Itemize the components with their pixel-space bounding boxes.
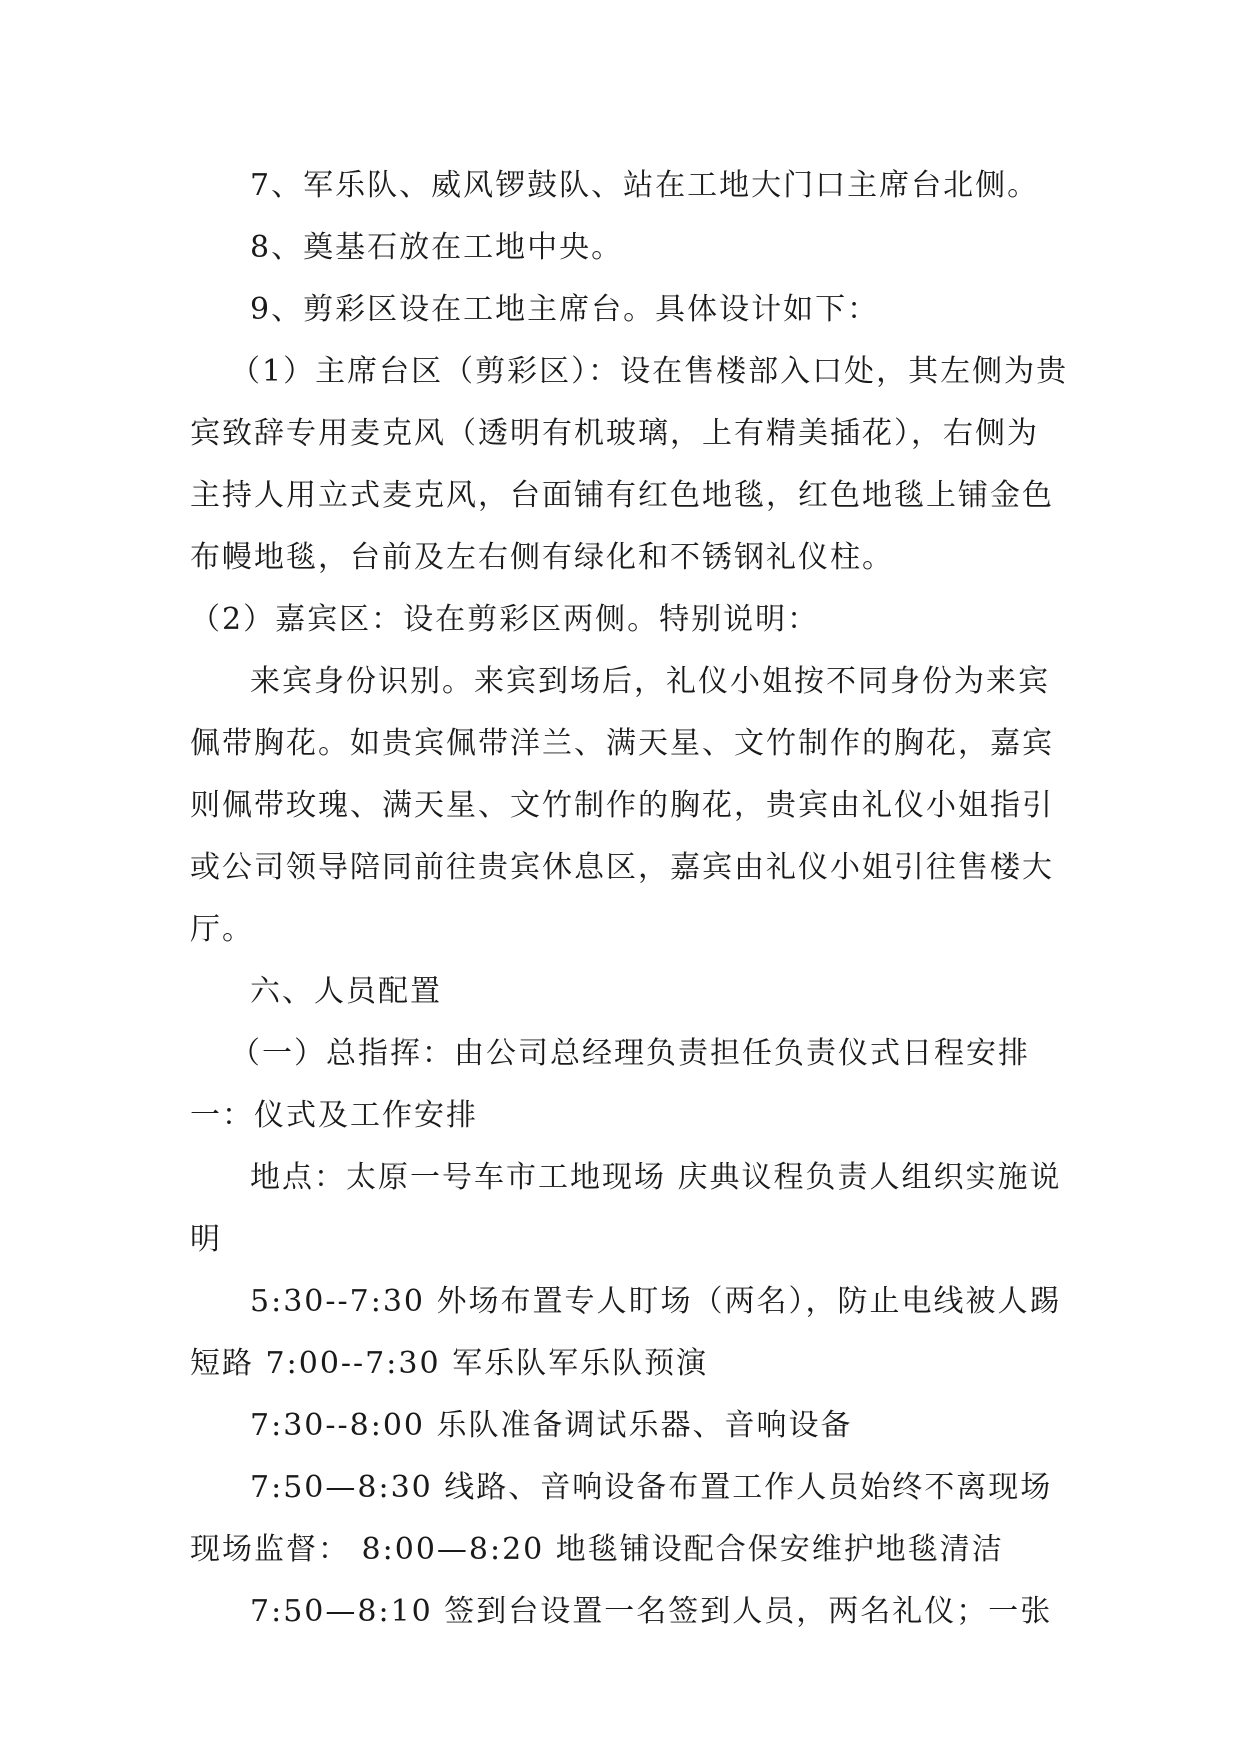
paragraph-band-position: 7、军乐队、威风锣鼓队、站在工地大门口主席台北侧。 [250,168,1040,203]
paragraph-commander: （一）总指挥：由公司总经理负责担任负责仪式日程安排 一：仪式及工作安排 [190,1036,1042,1133]
paragraph-schedule-0750-signin: 7:50—8:10 签到台设置一名签到人员，两名礼仪；一张 [250,1594,1053,1629]
paragraph-foundation-stone: 8、奠基石放在工地中央。 [250,230,624,265]
document-body [190,155,1070,1643]
section-heading-staffing: 六、人员配置 [250,974,442,1009]
paragraph-rostrum-area: （1）主席台区（剪彩区）：设在售楼部入口处，其左侧为贵宾致辞专用麦克风（透明有机玻璃，上有精美插花），右侧为主持人用立式麦克风，台面铺有红色地毯，红色地毯上铺金色布幔地毯，台前及左右侧有绿化和不锈钢礼仪柱。 [190,354,1069,575]
paragraph-schedule-0730: 7:30--8:00 乐队准备调试乐器、音响设备 [250,1408,853,1443]
paragraph-ribbon-area: 9、剪彩区设在工地主席台。具体设计如下： [250,292,880,327]
paragraph-schedule-0750-wiring: 7:50—8:30 线路、音响设备布置工作人员始终不离现场现场监督： 8:00—8:20 地毯铺设配合保安维护地毯清洁 [190,1470,1053,1567]
paragraph-guest-area: （2）嘉宾区：设在剪彩区两侧。特别说明： [190,602,820,637]
paragraph-schedule-0530: 5:30--7:30 外场布置专人盯场（两名），防止电线被人踢短路 7:00--7:30 军乐队军乐队预演 [190,1284,1062,1381]
paragraph-location: 地点：太原一号车市工地现场 庆典议程负责人组织实施说明 [190,1160,1062,1257]
paragraph-guest-identification: 来宾身份识别。来宾到场后，礼仪小姐按不同身份为来宾佩带胸花。如贵宾佩带洋兰、满天星、文竹制作的胸花，嘉宾则佩带玫瑰、满天星、文竹制作的胸花，贵宾由礼仪小姐指引或公司领导陪同前往贵宾休息区，嘉宾由礼仪小姐引往售楼大厅。 [190,664,1054,947]
